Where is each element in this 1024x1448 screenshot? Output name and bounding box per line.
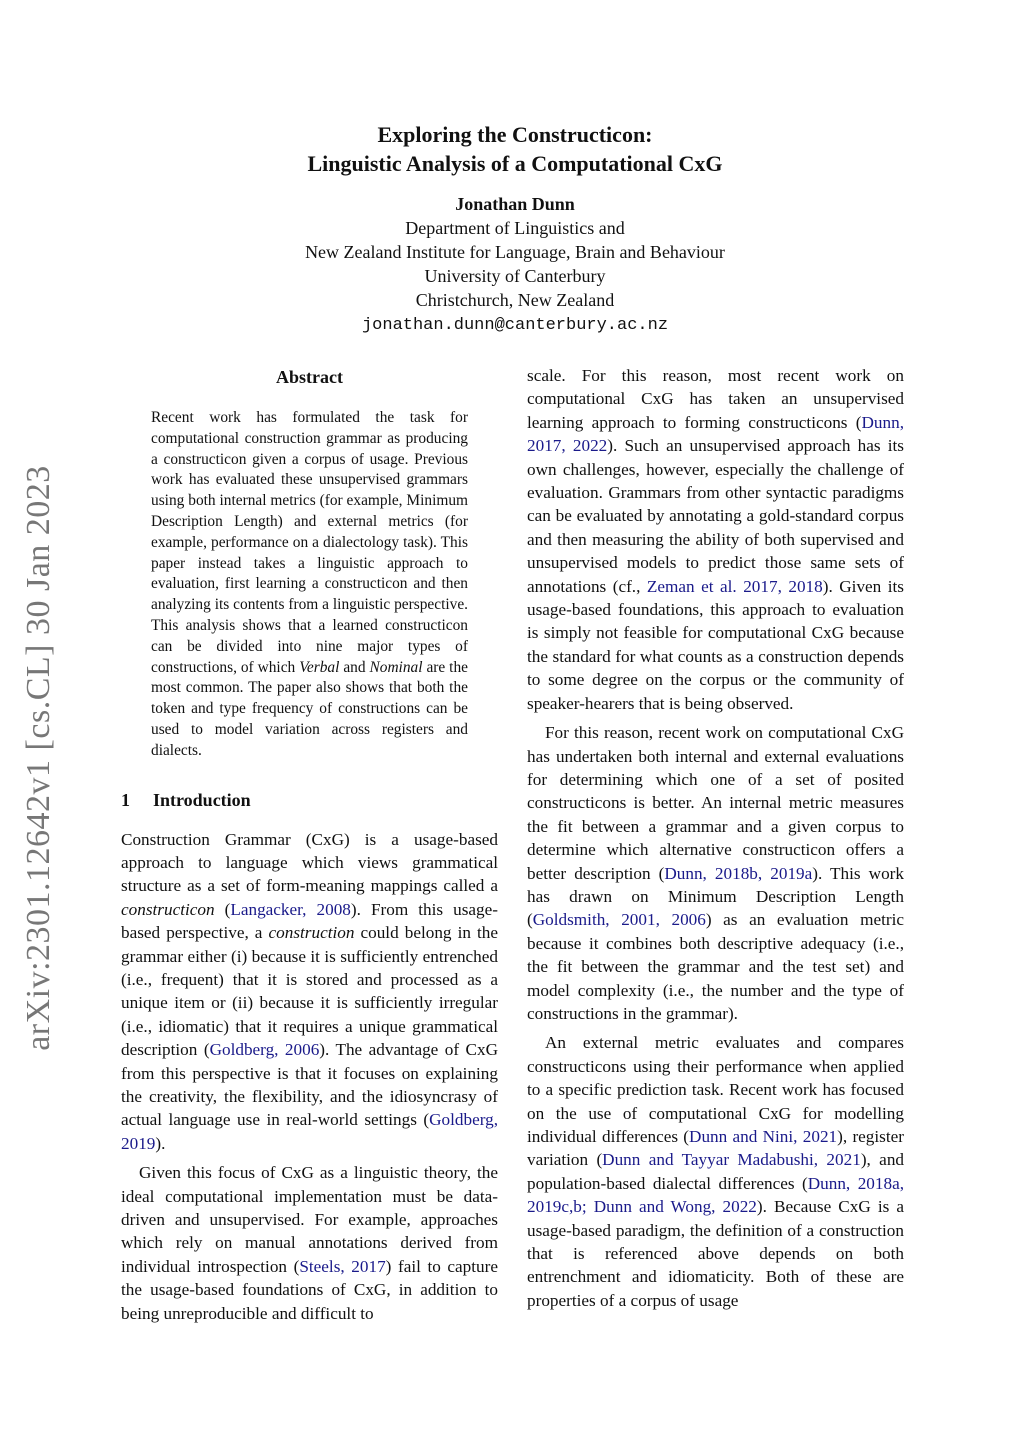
paper-header [200,120,830,338]
intro-paragraph-2: Given this focus of CxG as a linguistic theory, the ideal computational implementation must be data-driven and unsupervised. For example, approaches which rely on manual annotations derived from individual introspection (Steels, 2017) fail to capture the usage-based foundations of CxG, in addition to being unreproducible and difficult to [121,1163,498,1323]
intro-paragraph-3: For this reason, recent work on computational CxG has undertaken both internal and external evaluations for determining which one of a set of posited constructicons is better. An internal metric measures the fit between a grammar and a given corpus to determine which alternative constructicon offers a better description (Dunn, 2018b, 2019a). This work has drawn on Minimum Description Length (Goldsmith, 2001, 2006) as an evaluation metric because it combines both descriptive adequacy (i.e., the fit between the grammar and the test set) and model complexity (i.e., the number and the type of constructions in the grammar). [527,723,904,1023]
citation-link[interactable]: Dunn and Tayyar Madabushi, 2021 [602,1150,861,1170]
section-title: Introduction [153,789,251,810]
citation-link[interactable]: Dunn, 2018a, 2019c,b; Dunn and Wong, 2022 [527,1173,904,1217]
affiliation-line-1: Department of Linguistics and [405,218,625,238]
arxiv-id-text: arXiv:2301.12642v1 [cs.CL] 30 Jan 2023 [20,465,57,1051]
intro-paragraph-1: Construction Grammar (CxG) is a usage-based approach to language which views grammatical structure as a set of form-meaning mappings called a constructicon (Langacker, 2008). From this usage-based perspective, a construction could belong in the grammar either (i) because it is sufficiently entrenched (i.e., frequent) that it is stored and processed as a unique item or (ii) because it is sufficiently irregular (i.e., idiomatic) that it requires a unique grammatical description (Goldberg, 2006). The advantage of CxG from this perspective is that it focuses on explaining the creativity, the flexibility, and the idiosyncrasy of actual language use in real-world settings (Goldberg, 2019). [121,829,498,1153]
abstract-heading: Abstract [276,367,343,387]
section-number: 1 [121,789,130,810]
affiliation-line-3: University of Canterbury [424,266,606,286]
intro-paragraph-2-continued: scale. For this reason, most recent work on computational CxG has taken an unsupervised learning approach to forming constructicons (Dunn, 2017, 2022). Such an unsupervised approach has its own challenges, however, especially the challenge of evaluation. Grammars from other syntactic paradigms can be evaluated by annotating a gold-standard corpus and then measuring the ability of both supervised and unsupervised models to predict those same sets of annotations (cf., Zeman et al. 2017, 2018). Given its usage-based foundations, this approach to evaluation is simply not feasible for computational CxG because the standard for what counts as a construction depends to some degree on the corpus or the community of speaker-hearers that is being observed. [527,366,904,713]
arxiv-identifier-stamp [14,458,64,1058]
citation-link[interactable]: Dunn, 2017, 2022 [527,412,904,456]
author-name: Jonathan Dunn [455,194,575,214]
citation-link[interactable]: Goldberg, 2019 [121,1110,498,1153]
citation-link[interactable]: Zeman et al. 2017, 2018 [646,576,823,596]
citation-link[interactable]: Steels, 2017 [299,1256,386,1276]
left-column [121,364,498,1325]
affiliation-line-4: Christchurch, New Zealand [415,290,615,310]
citation-link[interactable]: Langacker, 2008 [230,899,351,919]
citation-link[interactable]: Goldsmith, 2001, 2006 [532,910,706,930]
intro-paragraph-4: An external metric evaluates and compares constructicons using their performance when applied to a specific prediction task. Recent work has focused on the use of computational CxG for modelling individual differences (Dunn and Nini, 2021), register variation (Dunn and Tayyar Madabushi, 2021), and population-based dialectal differences (Dunn, 2018a, 2019c,b; Dunn and Wong, 2022). Because CxG is a usage-based paradigm, the definition of a construction that is referenced above depends on both entrenchment and idiomaticity. Both of these are properties of a corpus of usage [527,1033,905,1310]
paper-title [200,120,830,178]
citation-link[interactable]: Goldberg, 2006 [209,1040,320,1060]
citation-link[interactable]: Dunn and Nini, 2021 [689,1127,838,1146]
right-column [527,364,904,1312]
section-heading-introduction [121,788,498,812]
citation-link[interactable]: Dunn, 2018b, 2019a [664,863,813,883]
title-line-1: Exploring the Constructicon: [377,122,653,147]
affiliation-line-2: New Zealand Institute for Language, Brain and Behaviour [305,242,725,262]
abstract-text: Recent work has formulated the task for computational construction grammar as producing a constructicon given a corpus of usage. Previous work has evaluated these unsupervised grammars using both internal metrics (for example, Minimum Description Length) and external metrics (for example, performance on a dialectology task). This paper instead takes a linguistic approach to evaluation, first learning a constructicon and then analyzing its contents from a linguistic perspective. This analysis shows that a learned constructicon can be divided into nine major types of constructions, of which Verbal and Nominal are the most common. The paper also shows that both the token and type frequency of constructions can be used to model variation across registers and dialects. [151,409,468,759]
title-line-2: Linguistic Analysis of a Computational CxG [307,151,723,176]
author-email[interactable]: jonathan.dunn@canterbury.ac.nz [361,316,669,335]
